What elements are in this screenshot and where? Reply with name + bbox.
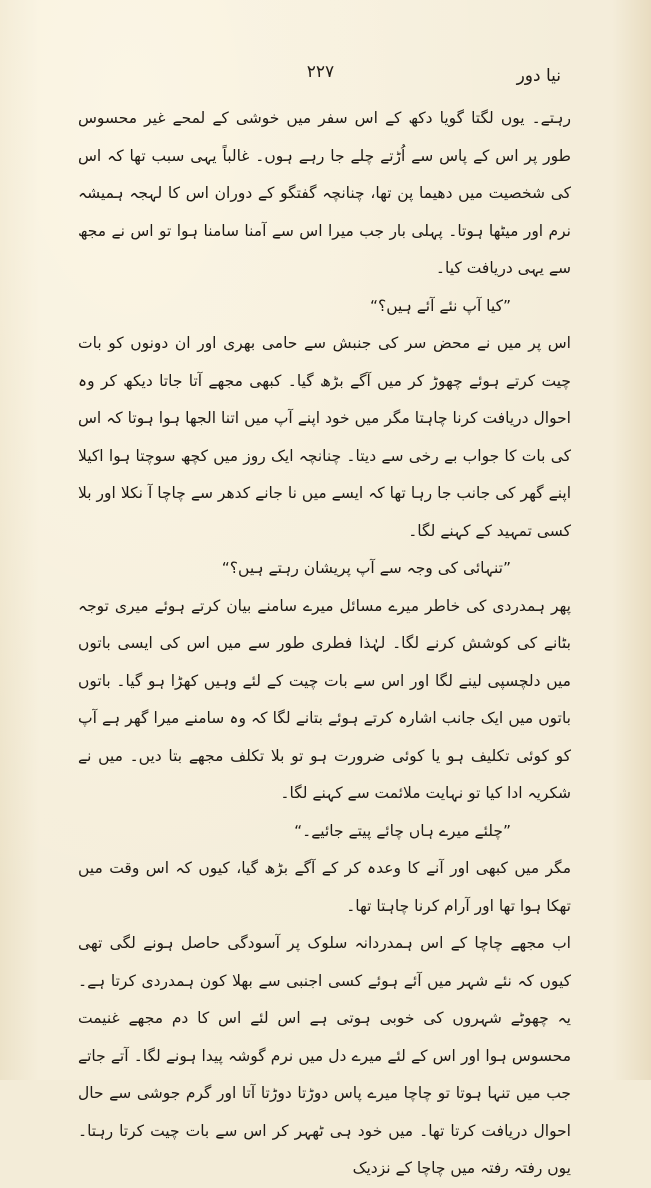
dialogue-line-3: ”چلئے میرے ہاں چائے پیتے جائیے۔“ (294, 821, 511, 840)
dialogue-line-2: ”تنہائی کی وجہ سے آپ پریشان رہتے ہیں؟“ (221, 559, 511, 577)
running-title: نیا دور (516, 66, 561, 86)
dialogue-line-1: ”کیا آپ نئے آئے ہیں؟“ (369, 296, 511, 315)
paragraph-1: رہتے۔ یوں لگتا گویا دکھ کے اس سفر میں خوشی کے لمحے غیر محسوس طور پر اس کے پاس سے اُڑتے چلے جا رہے ہوں۔ غالباً یہی سبب تھا کہ اس کی شخصیت میں دھیما پن تھا، چنانچہ گفتگو کے دوران اس کا لہجہ ہمیشہ نرم اور میٹھا ہوتا۔ پہلی بار جب میرا اس سے آمنا سامنا ہوا تو اس نے مجھ سے یہی دریافت کیا۔ (78, 109, 571, 277)
paragraph-4: مگر میں کبھی اور آنے کا وعدہ کر کے آگے بڑھ گیا، کیوں کہ اس وقت میں تھکا ہوا تھا اور آرام کرنا چاہتا تھا۔ (78, 859, 571, 915)
page-body (78, 100, 571, 1188)
paragraph-2: اس پر میں نے محض سر کی جنبش سے حامی بھری اور ان دونوں کو بات چیت کرتے ہوئے چھوڑ کر میں آگے بڑھ گیا۔ کبھی مجھے آتا جاتا دیکھ کر وہ احوال دریافت کرنا چاہتا مگر میں خود اپنے آپ میں اتنا الجھا ہوا ہوتا کہ اس کی بات کا جواب بے رخی سے دیتا۔ چنانچہ ایک روز میں کچھ سوچتا ہوا اکیلا اپنے گھر کی جانب جا رہا تھا کہ ایسے میں نا جانے کدھر سے چاچا آ نکلا اور بلا کسی تمہید کے کہنے لگا۔ (78, 334, 571, 540)
page-header (80, 60, 561, 90)
paragraph-3: پھر ہمدردی کی خاطر میرے مسائل میرے سامنے بیان کرتے ہوئے میری توجہ بٹانے کی کوشش کرنے لگا۔ لہٰذا فطری طور سے میں اس کی ایسی باتوں میں دلچسپی لینے لگا اور اس سے بات چیت کے لئے وہیں کھڑا ہو گیا۔ باتوں باتوں میں ایک جانب اشارہ کرتے ہوئے بتانے لگا کہ وہ سامنے میرا گھر ہے آپ کو کوئی تکلیف ہو یا کوئی ضرورت ہو تو بلا تکلف مجھے بتا دیں۔ میں نے شکریہ ادا کیا تو نہایت ملائمت سے کہنے لگا۔ (78, 596, 571, 802)
paragraph-5: اب مجھے چاچا کے اس ہمدردانہ سلوک پر آسودگی حاصل ہونے لگی تھی کیوں کہ نئے شہر میں آئے ہوئے کسی اجنبی سے بھلا کون ہمدردی کرتا ہے۔ یہ چھوٹے شہروں کی خوبی ہوتی ہے اس لئے اس کا دم مجھے غنیمت محسوس ہوا اور اس کے لئے میرے دل میں نرم گوشہ پیدا ہونے لگا۔ آتے جاتے جب میں تنہا ہوتا تو چاچا میرے پاس دوڑتا دوڑتا آتا اور گرم جوشی سے حال احوال دریافت کرتا تھا۔ میں خود ہی ٹھہر کر اس سے بات چیت کرتا رہتا۔ یوں رفتہ رفتہ میں چاچا کے نزدیک (78, 934, 571, 1177)
page-number: ۲۲۷ (306, 62, 335, 82)
